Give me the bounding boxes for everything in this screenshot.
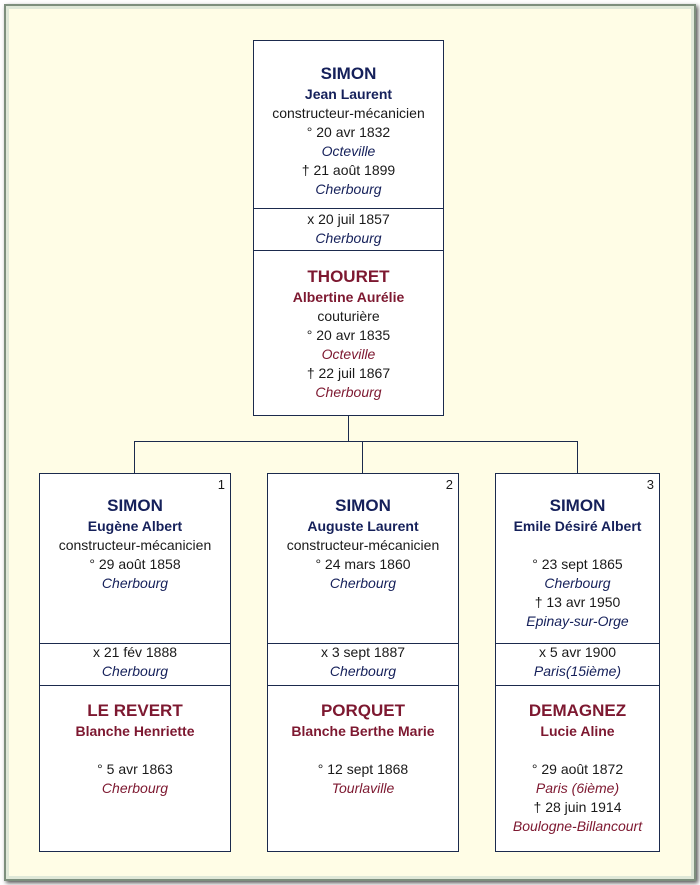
root-family-box xyxy=(253,40,444,416)
child-birth-date: ° 23 sept 1865 xyxy=(532,556,623,572)
husband-surname: SIMON xyxy=(320,64,377,83)
spouse-birth-date: ° 29 août 1872 xyxy=(531,761,624,777)
child-family-box xyxy=(495,473,660,852)
spouse-surname: LE REVERT xyxy=(87,701,183,720)
child-death-place: Epinay-sur-Orge xyxy=(526,613,629,629)
marriage-place: Cherbourg xyxy=(329,663,397,679)
child-marriage xyxy=(40,643,230,681)
child-death-date: † 13 avr 1950 xyxy=(534,594,621,610)
marriage-date: x 3 sept 1887 xyxy=(320,644,406,660)
wife-death-place: Cherbourg xyxy=(315,384,382,400)
spouse-given-names: Blanche Henriette xyxy=(75,723,195,739)
child-family-box xyxy=(39,473,231,852)
spouse-birth-place: Tourlaville xyxy=(331,780,395,796)
child-spouse xyxy=(40,700,230,798)
child-birth-place: Cherbourg xyxy=(544,575,611,591)
divider xyxy=(496,685,659,686)
child-birth-place: Cherbourg xyxy=(329,575,397,591)
child-given-names: Emile Désiré Albert xyxy=(513,518,642,534)
husband-birth-place: Octeville xyxy=(321,143,376,159)
spouse-given-names: Lucie Aline xyxy=(540,723,615,739)
child-spouse xyxy=(268,700,458,798)
marriage-place: Paris(15ième) xyxy=(533,663,622,679)
wife-death-date: † 22 juil 1867 xyxy=(306,365,391,381)
child-marriage xyxy=(268,643,458,681)
spouse-death-place: Boulogne-Billancourt xyxy=(512,818,643,834)
spouse-surname: PORQUET xyxy=(320,701,406,720)
child-occupation: constructeur-mécanicien xyxy=(58,537,212,553)
wife-surname: THOURET xyxy=(307,267,390,286)
wife-birth-place: Octeville xyxy=(321,346,376,362)
spouse-death-date: † 28 juin 1914 xyxy=(533,799,622,815)
husband-death-date: † 21 août 1899 xyxy=(301,162,396,178)
child-number: 3 xyxy=(646,477,654,492)
child-birth-place: Cherbourg xyxy=(101,575,169,591)
spouse-birth-date: ° 5 avr 1863 xyxy=(97,761,173,777)
child-person xyxy=(496,495,659,631)
spacer xyxy=(496,741,659,760)
marriage-date: x 21 fév 1888 xyxy=(92,644,178,660)
child-number: 1 xyxy=(217,477,225,492)
spouse-birth-place: Paris (6ième) xyxy=(535,780,620,796)
wife-occupation: couturière xyxy=(317,308,380,324)
connector-line xyxy=(577,441,578,474)
root-husband xyxy=(254,63,443,199)
divider xyxy=(254,208,443,209)
connector-line xyxy=(134,441,578,442)
spouse-given-names: Blanche Berthe Marie xyxy=(291,723,435,739)
wife-given-names: Albertine Aurélie xyxy=(292,289,405,305)
child-spouse xyxy=(496,700,659,836)
child-given-names: Auguste Laurent xyxy=(307,518,419,534)
marriage-date: x 5 avr 1900 xyxy=(538,644,617,660)
child-birth-date: ° 29 août 1858 xyxy=(89,556,181,572)
husband-given-names: Jean Laurent xyxy=(304,86,393,102)
marriage-place: Cherbourg xyxy=(315,230,382,246)
spacer xyxy=(40,741,230,760)
spouse-birth-date: ° 12 sept 1868 xyxy=(317,761,409,777)
husband-occupation: constructeur-mécanicien xyxy=(272,105,425,121)
marriage-date: x 20 juil 1857 xyxy=(307,211,390,227)
child-surname: SIMON xyxy=(549,496,606,515)
child-person xyxy=(268,495,458,593)
child-occupation: constructeur-mécanicien xyxy=(286,537,440,553)
child-given-names: Eugène Albert xyxy=(87,518,183,534)
child-person xyxy=(40,495,230,593)
child-family-box xyxy=(267,473,459,852)
connector-line xyxy=(362,441,363,474)
divider xyxy=(268,685,458,686)
root-marriage xyxy=(254,210,443,248)
spouse-birth-place: Cherbourg xyxy=(101,780,169,796)
spouse-surname: DEMAGNEZ xyxy=(528,701,627,720)
husband-birth-date: ° 20 avr 1832 xyxy=(306,124,391,140)
spacer xyxy=(268,741,458,760)
husband-death-place: Cherbourg xyxy=(315,181,382,197)
marriage-place: Cherbourg xyxy=(101,663,169,679)
child-birth-date: ° 24 mars 1860 xyxy=(315,556,411,572)
spacer xyxy=(496,536,659,555)
wife-birth-date: ° 20 avr 1835 xyxy=(306,327,391,343)
child-number: 2 xyxy=(445,477,453,492)
child-surname: SIMON xyxy=(335,496,391,515)
connector-line xyxy=(348,416,349,442)
child-marriage xyxy=(496,643,659,681)
divider xyxy=(254,250,443,251)
root-wife xyxy=(254,266,443,402)
child-surname: SIMON xyxy=(107,496,163,515)
divider xyxy=(40,685,230,686)
connector-line xyxy=(134,441,135,474)
